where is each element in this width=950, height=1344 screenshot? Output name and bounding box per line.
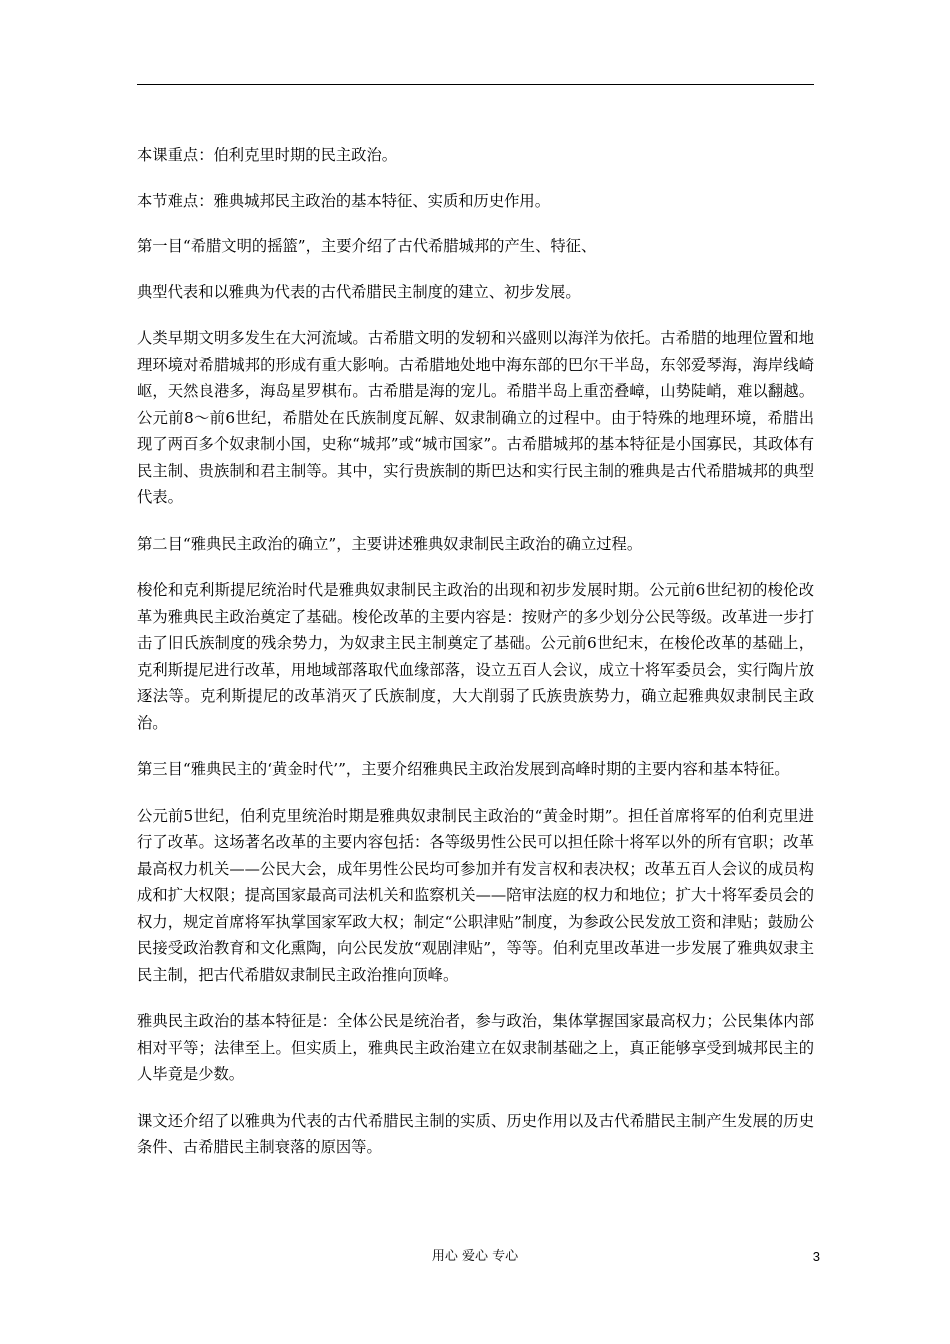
pericles-paragraph: 公元前5世纪，伯利克里统治时期是雅典奴隶制民主政治的“黄金时期”。担任首席将军的伯利克里进行了改革。这场著名改革的主要内容包括：各等级男性公民可以担任除十将军以外的所有官职；改革最高权力机关——公民大会，成年男性公民均可参加并有发言权和表决权；改革五百人会议的成员构成和扩大权限；提高国家最高司法机关和监察机关——陪审法庭的权力和地位；扩大十将军委员会的权力，规定首席将军执掌国家军政大权；制定“公职津贴”制度，为参政公民发放工资和津贴；鼓励公民接受政治教育和文化熏陶，向公民发放“观剧津贴”，等等。伯利克里改革进一步发展了雅典奴隶主民主制，把古代希腊奴隶制民主政治推向顶峰。 [137, 806, 814, 984]
democracy-features-paragraph: 雅典民主政治的基本特征是：全体公民是统治者，参与政治，集体掌握国家最高权力；公民集体内部相对平等；法律至上。但实质上，雅典民主政治建立在奴隶制基础之上，真正能够享受到城邦民主的人毕竟是少数。 [137, 1012, 814, 1083]
document-body [137, 142, 814, 1161]
greek-civilization-paragraph: 人类早期文明多发生在大河流域。古希腊文明的发轫和兴盛则以海洋为依托。古希腊的地理位置和地理环境对希腊城邦的形成有重大影响。古希腊地处地中海东部的巴尔干半岛，东邻爱琴海，海岸线崎岖，天然良港多，海岛星罗棋布。古希腊是海的宠儿。希腊半岛上重峦叠嶂，山势陡峭，难以翻越。公元前8～前6世纪，希腊处在氏族制度瓦解、奴隶制确立的过程中。由于特殊的地理环境，希腊出现了两百多个奴隶制小国，史称“城邦”或“城市国家”。古希腊城邦的基本特征是小国寡民，其政体有民主制、贵族制和君主制等。其中，实行贵族制的斯巴达和实行民主制的雅典是古代希腊城邦的典型代表。 [137, 329, 814, 506]
section-one-intro-line2: 典型代表和以雅典为代表的古代希腊民主制度的建立、初步发展。 [137, 282, 581, 301]
header-rule [137, 84, 814, 85]
closing-paragraph: 课文还介绍了以雅典为代表的古代希腊民主制的实质、历史作用以及古代希腊民主制产生发展的历史条件、古希腊民主制衰落的原因等。 [137, 1111, 814, 1156]
solon-cleisthenes-paragraph: 梭伦和克利斯提尼统治时代是雅典奴隶制民主政治的出现和初步发展时期。公元前6世纪初的梭伦改革为雅典民主政治奠定了基础。梭伦改革的主要内容是：按财产的多少划分公民等级。改革进一步打击了旧氏族制度的残余势力，为奴隶主民主制奠定了基础。公元前6世纪末，在梭伦改革的基础上，克利斯提尼进行改革，用地域部落取代血缘部落，设立五百人会议，成立十将军委员会，实行陶片放逐法等。克利斯提尼的改革消灭了氏族制度，大大削弱了氏族贵族势力，确立起雅典奴隶制民主政治。 [137, 581, 814, 732]
key-point-paragraph: 本课重点：伯利克里时期的民主政治。 [137, 146, 398, 164]
difficulty-paragraph: 本节难点：雅典城邦民主政治的基本特征、实质和历史作用。 [137, 191, 551, 210]
footer-motto: 用心 爱心 专心 [431, 1249, 519, 1264]
section-two-intro: 第二目“雅典民主政治的确立”，主要讲述雅典奴隶制民主政治的确立过程。 [137, 534, 643, 553]
section-one-intro-line1: 第一目“希腊文明的摇篮”，主要介绍了古代希腊城邦的产生、特征、 [137, 237, 597, 255]
page-number: 3 [812, 1249, 820, 1264]
section-three-intro: 第三目“雅典民主的‘黄金时代’”，主要介绍雅典民主政治发展到高峰时期的主要内容和基本特征。 [137, 760, 790, 778]
